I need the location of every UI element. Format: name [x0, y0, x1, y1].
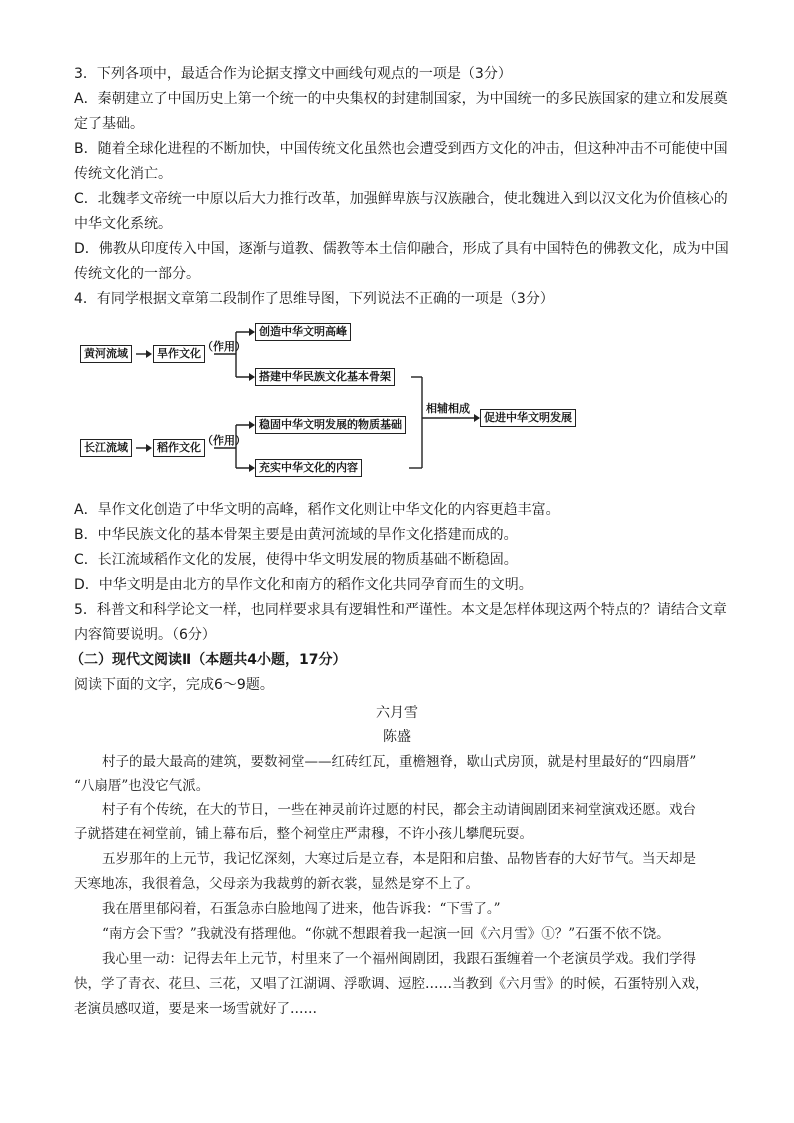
story-paragraph-1a: 村子的最大最高的建筑，要数祠堂——红砖红瓦，重檐翘脊，歇山式房顶，就是村里最好的“四扇厝” — [102, 754, 697, 770]
node-yellow-river: 黄河流域 — [80, 345, 132, 363]
label-function-upper: （作用） — [202, 340, 246, 353]
mind-map-diagram — [74, 322, 589, 490]
q5-line1: 5．科普文和科学论文一样，也同样要求具有逻辑性和严谨性。本文是怎样体现这两个特点的？请结合文章 — [74, 602, 727, 618]
story-paragraph-6c: 老演员感叹道，要是来一场雪就好了…… — [74, 1001, 317, 1017]
story-paragraph-6a: 我心里一动：记得去年上元节，村里来了一个福州闽剧团，我跟石蛋缠着一个老演员学戏。我们学得 — [102, 951, 696, 967]
section-instruction: 阅读下面的文字，完成6～9题。 — [74, 677, 274, 693]
q3-option-b-line2: 传统文化消亡。 — [74, 166, 172, 182]
q4-option-b: B．中华民族文化的基本骨架主要是由黄河流域的旱作文化搭建而成的。 — [74, 527, 518, 543]
node-culture-framework: 搭建中华民族文化基本骨架 — [255, 368, 395, 386]
story-paragraph-5: “南方会下雪？”我就没有搭理他。“你就不想跟着我一起演一回《六月雪》①？”石蛋不依不饶。 — [102, 926, 670, 942]
story-paragraph-1b: “八扇厝”也没它气派。 — [74, 778, 210, 794]
node-civilization-peak: 创造中华文明高峰 — [255, 323, 351, 341]
q3-option-a-line2: 定了基础。 — [74, 116, 144, 132]
story-paragraph-2a: 村子有个传统，在大的节日，一些在神灵前许过愿的村民，都会主动请闽剧团来祠堂演戏还愿。戏台 — [102, 802, 696, 818]
section-heading: （二）现代文阅读Ⅱ（本题共4小题，17分） — [70, 652, 347, 668]
q5-line2: 内容简要说明。（6分） — [74, 627, 216, 643]
q4-stem: 4．有同学根据文章第二段制作了思维导图，下列说法不正确的一项是（3分） — [74, 291, 554, 307]
node-millet-culture: 旱作文化 — [153, 345, 205, 363]
q3-option-c-line2: 中华文化系统。 — [74, 216, 172, 232]
q3-option-d-line1: D．佛教从印度传入中国，逐渐与道教、儒教等本土信仰融合，形成了具有中国特色的佛教文化，成为中国 — [74, 241, 729, 257]
label-complement: 相辅相成 — [426, 402, 470, 415]
node-material-foundation: 稳固中华文明发展的物质基础 — [255, 416, 406, 434]
story-paragraph-6b: 快，学了青衣、花旦、三花，又唱了江湖调、浮歌调、逗腔……当教到《六月雪》的时候，石蛋特别入戏， — [74, 976, 709, 992]
story-title: 六月雪 — [376, 705, 418, 721]
story-paragraph-3b: 天寒地冻，我很着急，父母亲为我裁剪的新衣裳，显然是穿不上了。 — [74, 876, 479, 892]
node-rice-culture: 稻作文化 — [153, 439, 205, 457]
q3-option-c-line1: C．北魏孝文帝统一中原以后大力推行改革，加强鲜卑族与汉族融合，使北魏进入到以汉文化为价值核心的 — [74, 191, 728, 207]
node-promote-civilization: 促进中华文明发展 — [480, 409, 576, 427]
q4-option-d: D．中华文明是由北方的旱作文化和南方的稻作文化共同孕育而生的文明。 — [74, 577, 533, 593]
q3-option-b-line1: B．随着全球化进程的不断加快，中国传统文化虽然也会遭受到西方文化的冲击，但这种冲击不可能使中国 — [74, 141, 728, 157]
q3-stem: 3．下列各项中，最适合作为论据支撑文中画线句观点的一项是（3分） — [74, 66, 512, 82]
q4-option-c: C．长江流域稻作文化的发展，使得中华文明发展的物质基础不断稳固。 — [74, 552, 518, 568]
node-yangtze-river: 长江流域 — [80, 439, 132, 457]
story-author: 陈盛 — [383, 729, 411, 745]
label-function-lower: （作用） — [202, 434, 246, 447]
q4-option-a: A．旱作文化创造了中华文明的高峰，稻作文化则让中华文化的内容更趋丰富。 — [74, 502, 560, 518]
story-paragraph-2b: 子就搭建在祠堂前，铺上幕布后，整个祠堂庄严肃穆，不许小孩儿攀爬玩耍。 — [74, 826, 533, 842]
story-paragraph-4: 我在厝里郁闷着，石蛋急赤白脸地闯了进来，他告诉我：“下雪了。” — [102, 901, 501, 917]
q3-option-d-line2: 传统文化的一部分。 — [74, 266, 200, 282]
node-enrich-content: 充实中华文化的内容 — [255, 459, 362, 477]
story-paragraph-3a: 五岁那年的上元节，我记忆深刻，大寒过后是立春，本是阳和启蛰、品物皆春的大好节气。当天却是 — [102, 851, 696, 867]
q3-option-a-line1: A．秦朝建立了中国历史上第一个统一的中央集权的封建制国家，为中国统一的多民族国家的建立和发展奠 — [74, 91, 728, 107]
